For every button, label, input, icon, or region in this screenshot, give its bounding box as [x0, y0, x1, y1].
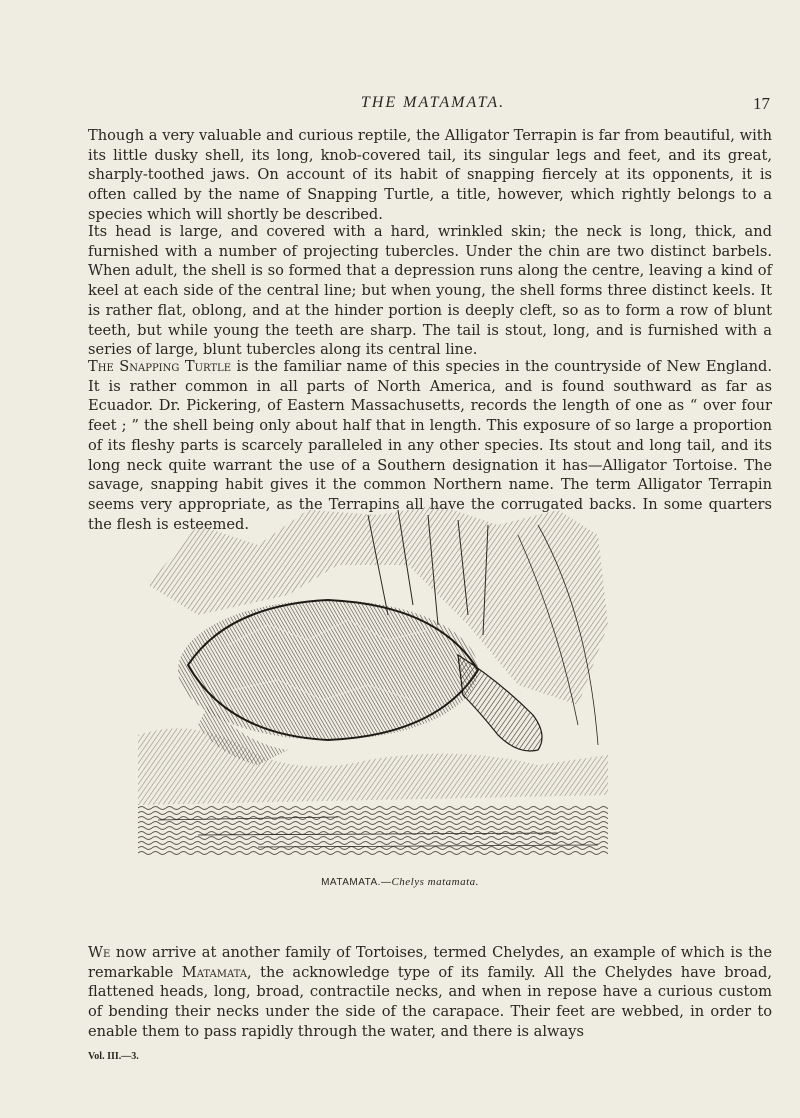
- paragraph-alligator-terrapin: Though a very valuable and curious reptile, the Alligator Terrapin is far from beautiful, with its little dusky shell, its long, knob-covered tail, its singular legs and feet, and its great, sharply-toothed jaws. On account of its habit of snapping fiercely at its opponents, it is often called by the name of Snapping Turtle, a title, however, which rightly belongs to a species which will shortly be described.: [88, 127, 772, 223]
- matamata-text-a: now arrive at another family of Tortoises, termed Chelydes, an example of which is the remarkable: [88, 944, 772, 981]
- caption-scientific-name: Chelys matamata.: [391, 876, 479, 888]
- matamata-illustration: [138, 505, 608, 865]
- matamata-name: Matamata: [181, 963, 247, 981]
- paragraph-matamata: [88, 943, 772, 1042]
- running-header: [88, 94, 778, 118]
- caption-separator: —: [380, 877, 392, 888]
- volume-signature: Vol. III.—3.: [88, 1051, 139, 1062]
- snapping-turtle-heading: The Snapping Turtle: [88, 358, 231, 375]
- running-title: THE MATAMATA.: [360, 94, 506, 111]
- paragraph-head-description: Its head is large, and covered with a hard, wrinkled skin; the neck is long, thick, and furnished with a number of projecting tubercles. Under the chin are two distinct barbels. When adult, the shell is so formed that a depression runs along the centre, leaving a kind of keel at each side of the central line; but when young, the shell forms three distinct keels. It is rather flat, oblong, and at the hinder portion is deeply cleft, so as to form a row of blunt teeth, but while young the teeth are sharp. The tail is stout, long, and is furnished with a series of large, blunt tubercles along its central line.: [88, 223, 772, 359]
- page-number: 17: [753, 94, 770, 113]
- caption-common-name: MATAMATA.: [321, 877, 381, 888]
- we-drop-cap: We: [88, 944, 111, 961]
- figure-caption: [0, 876, 800, 888]
- snapping-turtle-text: is the familiar name of this species in the countryside of New England. It is rather common in all parts of North America, and is found southward as far as Ecuador. Dr. Pickering, of Eastern Massachusetts, records the length of one as “ over four feet ; ” the shell being only about half that in length. This exposure of so large a proportion of its fleshy parts is scarcely paralleled in any other species. Its stout and long tail, and its long neck quite warrant the use of a Southern designation it has—Alligator Tortoise. The savage, snapping habit gives it the common Northern name. The term Alligator Terrapin seems very appropriate, as the Terrapins all have the corrugated backs. In some quarters the flesh is esteemed.: [88, 358, 772, 533]
- matamata-text-b: , the acknowledge type of its family. All the Chelydes have broad, flattened heads, long, broad, contractile necks, and when in repose have a curious custom of bending their necks under the side of the carapace. Their feet are webbed, in order to enable them to pass rapidly through the water, and there is always: [88, 963, 772, 1040]
